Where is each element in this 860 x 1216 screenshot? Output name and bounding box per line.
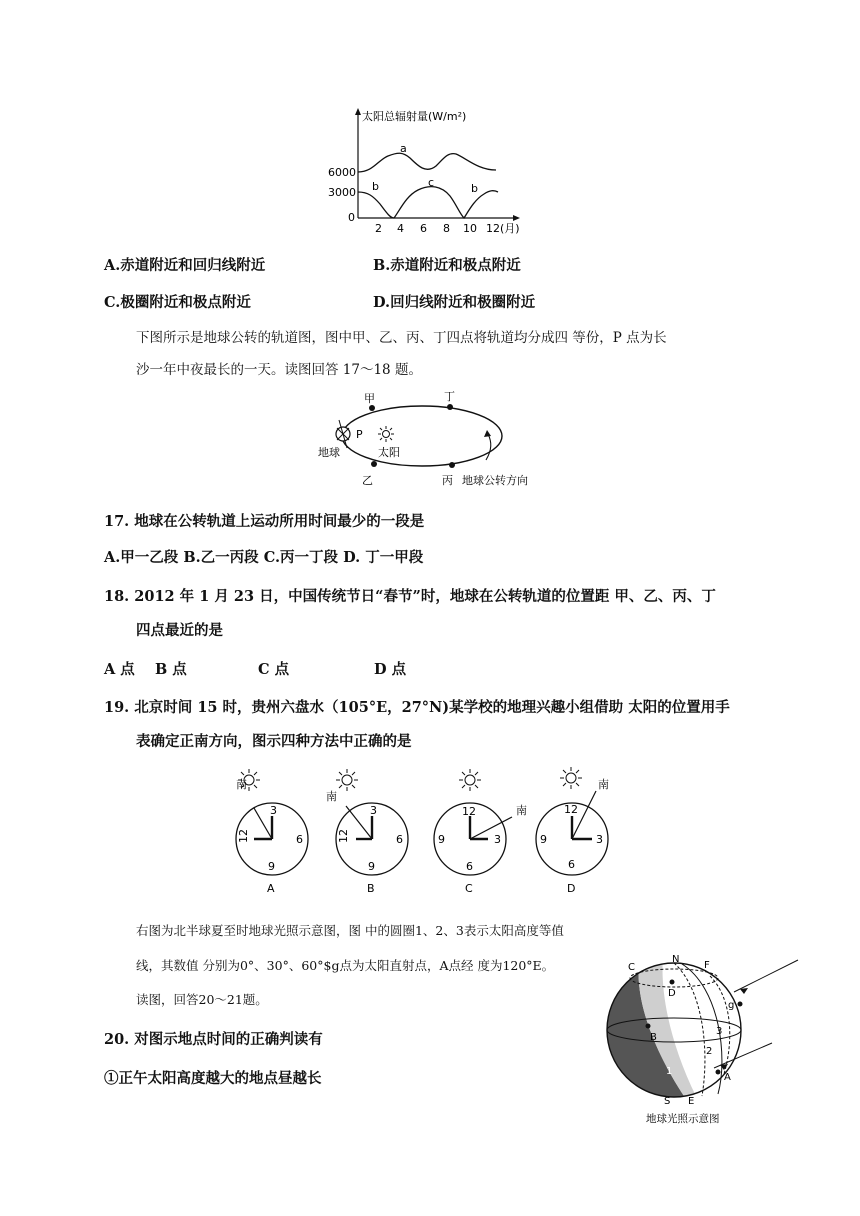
- globe-label-g: g: [728, 1000, 735, 1011]
- globe-label-d: D: [668, 988, 676, 999]
- chart-ylabel: 太阳总辐射量(W/m²): [362, 110, 467, 123]
- clock-a-3: 3: [270, 804, 277, 817]
- label-b-left: b: [372, 180, 379, 193]
- q16-option-b: B.赤道附近和极点附近: [373, 257, 521, 274]
- earth-illumination-figure: [602, 948, 802, 1128]
- x-tick-12: 12(月): [486, 222, 520, 235]
- clock-a-letter: A: [267, 882, 275, 895]
- clocks-figure: [226, 764, 626, 898]
- point-b: [646, 1024, 651, 1029]
- globe-caption: 地球光照示意图: [646, 1113, 720, 1125]
- clock-c-12: 12: [462, 805, 476, 818]
- point-bing: [449, 462, 455, 468]
- label-jia: 甲: [364, 392, 375, 405]
- x-tick-10: 10: [463, 222, 477, 235]
- clock-d-9: 9: [540, 833, 547, 846]
- q18-line1: 18. 2012 年 1 月 23 日，中国传统节日“春节”时，地球在公转轨道的位置距 甲、乙、丙、丁: [104, 588, 716, 605]
- globe-label-e: E: [688, 1096, 695, 1107]
- clock-a-south: 南: [236, 778, 247, 791]
- label-bing: 丙: [442, 474, 453, 487]
- intro-17-line1: 下图所示是地球公转的轨道图，图中甲、乙、丙、丁四点将轨道均分成四 等份，P 点为长: [136, 330, 667, 346]
- sun-icon: [378, 426, 394, 442]
- point-yi: [371, 461, 377, 467]
- clock-c: [434, 769, 527, 895]
- q16-option-c: C.极圈附近和极点附近: [104, 294, 251, 311]
- q19-line2: 表确定正南方向，图示四种方法中正确的是: [136, 733, 412, 750]
- q18-option-b: B 点: [155, 661, 187, 678]
- clock-c-letter: C: [465, 882, 473, 895]
- clock-d-12: 12: [564, 803, 578, 816]
- globe-label-b: B: [650, 1032, 657, 1043]
- clock-b-6: 6: [396, 833, 403, 846]
- globe-label-n: N: [672, 954, 680, 965]
- point-d: [670, 980, 675, 985]
- orbit-diagram: [316, 388, 546, 488]
- q16-option-d: D.回归线附近和极圈附近: [373, 294, 536, 311]
- label-p: P: [356, 428, 363, 441]
- clock-a: [236, 769, 308, 895]
- label-a: a: [400, 142, 407, 155]
- globe-label-c: C: [628, 962, 635, 973]
- globe-label-2: 2: [706, 1046, 713, 1057]
- globe-label-s: S: [664, 1096, 671, 1107]
- q20-item1: ①正午太阳高度越大的地点昼越长: [104, 1070, 322, 1087]
- q18-option-c: C 点: [258, 661, 290, 678]
- x-tick-2: 2: [375, 222, 382, 235]
- q20-stem: 20. 对图示地点时间的正确判读有: [104, 1031, 323, 1048]
- q16-option-a: A.赤道附近和回归线附近: [104, 257, 266, 274]
- direction-arrow: [486, 434, 491, 460]
- intro-20-line3: 读图，回答20～21题。: [136, 992, 268, 1007]
- point-g: [738, 1002, 743, 1007]
- clock-c-3: 3: [494, 833, 501, 846]
- q18-option-d: D 点: [374, 661, 407, 678]
- q18-line2: 四点最近的是: [136, 622, 223, 639]
- solar-radiation-chart: [318, 100, 528, 240]
- clock-d-6: 6: [568, 858, 575, 871]
- clock-b-south: 南: [326, 790, 337, 803]
- intro-17-line2: 沙一年中夜最长的一天。读图回答 17～18 题。: [136, 362, 422, 378]
- label-direction: 地球公转方向: [462, 474, 528, 487]
- x-tick-6: 6: [420, 222, 427, 235]
- x-tick-4: 4: [397, 222, 404, 235]
- globe-label-f: F: [704, 960, 710, 971]
- y-tick-0: 0: [348, 211, 355, 224]
- y-tick-3000: 3000: [328, 186, 356, 199]
- clock-d-3: 3: [596, 833, 603, 846]
- point-ding: [447, 404, 453, 410]
- label-earth: 地球: [318, 446, 340, 459]
- clock-b-3: 3: [370, 804, 377, 817]
- q19-line1: 19. 北京时间 15 时，贵州六盘水（105°E，27°N)某学校的地理兴趣小组借助 太阳的位置用手: [104, 699, 730, 716]
- clock-a-6: 6: [296, 833, 303, 846]
- clock-c-9: 9: [438, 833, 445, 846]
- label-ding: 丁: [444, 390, 455, 403]
- point-jia: [369, 405, 375, 411]
- label-sun: 太阳: [378, 446, 400, 459]
- x-tick-8: 8: [443, 222, 450, 235]
- q17-stem: 17. 地球在公转轨道上运动所用时间最少的一段是: [104, 513, 425, 530]
- globe-label-a: A: [724, 1072, 731, 1083]
- curve-a: [358, 153, 496, 172]
- intro-20-line2: 线，其数值 分别为0°、30°、60°$g点为太阳直射点，A点经 度为120°E。: [136, 958, 555, 973]
- clock-c-6: 6: [466, 860, 473, 873]
- clock-c-south: 南: [516, 804, 527, 817]
- label-c: c: [428, 176, 435, 189]
- label-yi: 乙: [362, 474, 373, 487]
- clock-d-letter: D: [567, 882, 576, 895]
- clock-a-9: 9: [268, 860, 275, 873]
- clock-b: [326, 769, 408, 895]
- point-a: [716, 1070, 721, 1075]
- clock-d: [536, 767, 609, 895]
- sun-icon: [459, 769, 481, 791]
- sun-icon: [336, 769, 358, 791]
- q18-option-a: A 点: [104, 661, 135, 678]
- clock-d-south: 南: [598, 778, 609, 791]
- y-tick-6000: 6000: [328, 166, 356, 179]
- globe-label-3: 3: [716, 1026, 723, 1037]
- clock-a-12: 12: [237, 829, 250, 843]
- clock-b-9: 9: [368, 860, 375, 873]
- clock-b-letter: B: [367, 882, 375, 895]
- clock-b-12: 12: [337, 829, 350, 843]
- label-b-right: b: [471, 182, 478, 195]
- globe-label-1: 1: [666, 1066, 673, 1077]
- intro-20-line1: 右图为北半球夏至时地球光照示意图，图 中的圆圈1、2、3表示太阳高度等值: [136, 923, 564, 938]
- q17-options: A.甲一乙段 B.乙一丙段 C.丙一丁段 D. 丁一甲段: [104, 549, 424, 566]
- sun-icon: [560, 767, 582, 789]
